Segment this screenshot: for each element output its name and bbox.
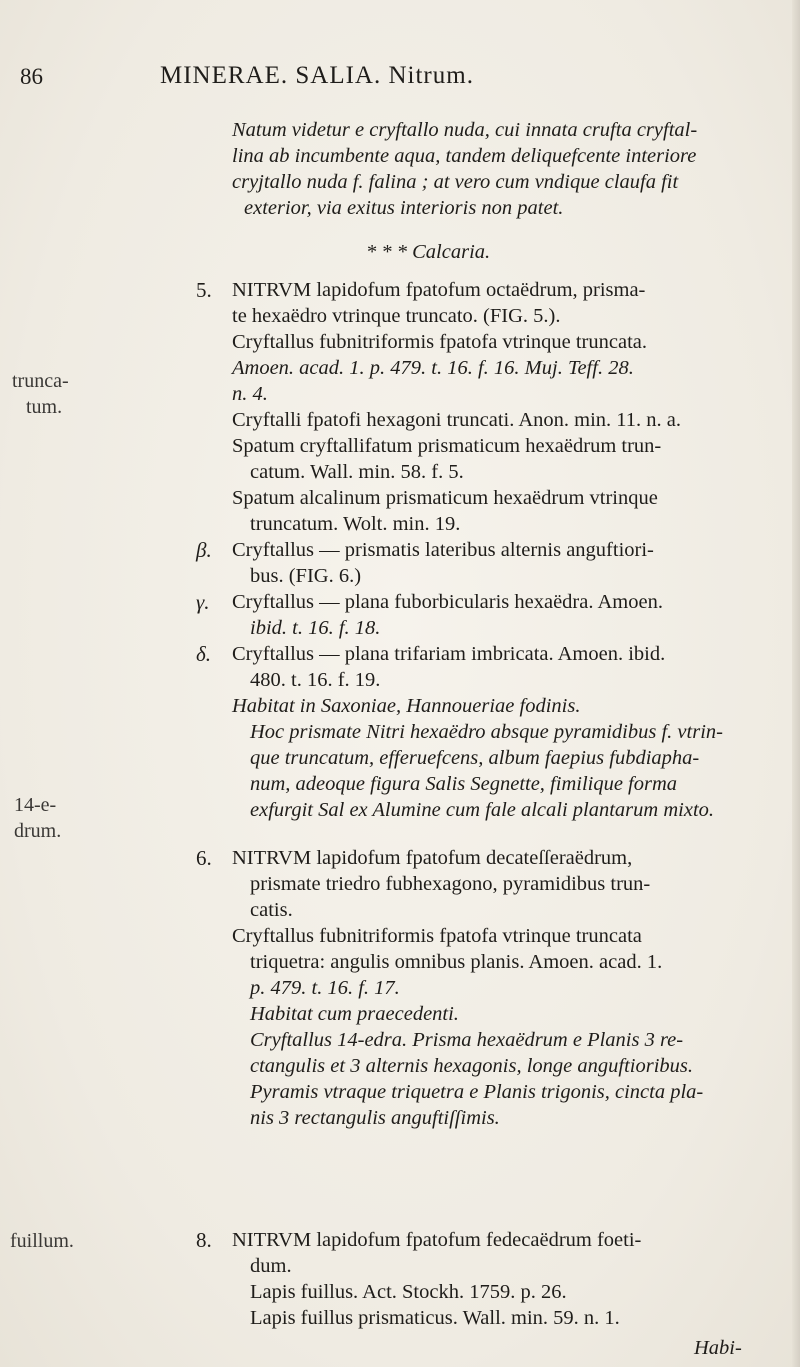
variant-mark: γ. <box>196 590 210 614</box>
text-line: Cryftalli fpatofi hexagoni truncati. Anon. min. 11. n. a. <box>232 409 682 431</box>
text-line: Cryftallus fubnitriformis fpatofa vtrinque truncata. <box>232 331 648 353</box>
margin-note-line: drum. <box>14 820 62 842</box>
text-line: Spatum cryftallifatum prismaticum hexaëdrum trun- <box>232 435 662 457</box>
text-line: Cryftallus — plana fuborbicularis hexaëdra. Amoen. <box>232 591 663 613</box>
text-line: ctangulis et 3 alternis hexagonis, longe anguftioribus. <box>250 1055 694 1077</box>
margin-note-14edrum <box>14 792 61 844</box>
text-line: exfurgit Sal ex Alumine cum fale alcali plantarum mixto. <box>250 799 715 821</box>
text-line: NITRVM lapidofum fpatofum octaëdrum, prisma- <box>232 279 646 301</box>
text-line: Cryftallus fubnitriformis fpatofa vtrinque truncata <box>232 925 642 947</box>
margin-note-line: 14-e- <box>14 794 57 816</box>
text-line: n. 4. <box>232 383 268 405</box>
entry-number: 5. <box>196 278 212 302</box>
section-heading: * * * Calcaria. <box>366 241 491 263</box>
text-line: truncatum. Wolt. min. 19. <box>250 513 461 535</box>
text-line: dum. <box>250 1255 292 1277</box>
text-line: NITRVM lapidofum fpatofum fedecaëdrum foeti- <box>232 1229 642 1251</box>
margin-note-fuillum: fuillum. <box>10 1230 74 1252</box>
text-line: exterior, via exitus interioris non patet. <box>244 197 564 219</box>
text-line: 480. t. 16. f. 19. <box>250 669 381 691</box>
entry-number: 8. <box>196 1228 212 1252</box>
text-line: Pyramis vtraque triquetra e Planis trigonis, cincta pla- <box>250 1081 704 1103</box>
text-line: p. 479. t. 16. f. 17. <box>250 977 400 999</box>
text-line: Natum videtur e cryftallo nuda, cui innata crufta cryftal- <box>232 119 698 141</box>
variant-mark: δ. <box>196 642 212 666</box>
margin-note-truncatum <box>12 368 69 420</box>
text-line: nis 3 rectangulis anguftiſſimis. <box>250 1107 500 1129</box>
text-line: lina ab incumbente aqua, tandem deliquefcente interiore <box>232 145 697 167</box>
text-line: Cryftallus — prismatis lateribus alternis anguftiori- <box>232 539 654 561</box>
text-line: bus. (FIG. 6.) <box>250 565 362 587</box>
text-line: ibid. t. 16. f. 18. <box>250 617 381 639</box>
text-line: Lapis fuillus. Act. Stockh. 1759. p. 26. <box>250 1281 567 1303</box>
text-line: NITRVM lapidofum fpatofum decateſſeraëdrum, <box>232 847 633 869</box>
text-line: Spatum alcalinum prismaticum hexaëdrum vtrinque <box>232 487 658 509</box>
text-line: que truncatum, efferuefcens, album faepius fubdiapha- <box>250 747 700 769</box>
text-line: prismate triedro fubhexagono, pyramidibus trun- <box>250 873 651 895</box>
text-line: Cryftallus — plana trifariam imbricata. Amoen. ibid. <box>232 643 666 665</box>
text-line: Habitat in Saxoniae, Hannoueriae fodinis. <box>232 695 581 717</box>
text-line: num, adeoque figura Salis Segnette, fimilique forma <box>250 773 678 795</box>
margin-note-line: trunca- <box>12 370 69 392</box>
text-line: Cryftallus 14-edra. Prisma hexaëdrum e Planis 3 re- <box>250 1029 684 1051</box>
page-edge <box>792 0 800 1367</box>
margin-note-line: tum. <box>26 396 63 418</box>
text-line: Amoen. acad. 1. p. 479. t. 16. f. 16. Muj. Teff. 28. <box>232 357 634 379</box>
text-line: catum. Wall. min. 58. f. 5. <box>250 461 464 483</box>
text-line: catis. <box>250 899 293 921</box>
catchword: Habi- <box>694 1337 742 1359</box>
page-number: 86 <box>20 64 43 89</box>
variant-mark: β. <box>196 538 212 562</box>
text-line: triquetra: angulis omnibus planis. Amoen. acad. 1. <box>250 951 663 973</box>
text-line: te hexaëdro vtrinque truncato. (FIG. 5.). <box>232 305 561 327</box>
text-line: Habitat cum praecedenti. <box>250 1003 459 1025</box>
running-title: MINERAE. SALIA. Nitrum. <box>160 62 474 89</box>
text-line: cryjtallo nuda f. falina ; at vero cum vndique claufa fit <box>232 171 679 193</box>
entry-number: 6. <box>196 846 212 870</box>
text-line: Lapis fuillus prismaticus. Wall. min. 59. n. 1. <box>250 1307 620 1329</box>
text-line: Hoc prismate Nitri hexaëdro absque pyramidibus f. vtrin- <box>250 721 723 743</box>
